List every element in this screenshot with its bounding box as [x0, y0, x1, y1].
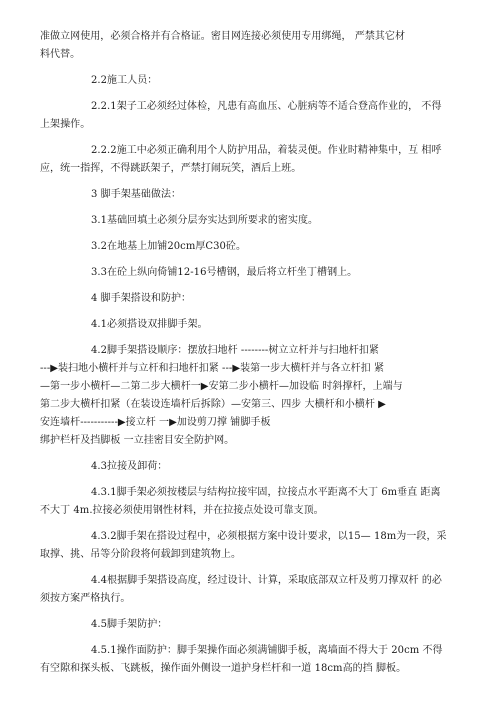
body-text-line: 2.2.2施工中必须正确利用个人防护用品，着装灵便。作业时精神集中，互 相呼: [91, 145, 442, 156]
body-text-line: 4.3.1脚手架必须按楼层与结构拉接牢固，拉接点水平距离不大丁 6m垂直 距离: [91, 487, 441, 498]
body-text-line: 有空隙和探头板、飞跳板，操作面外侧设一道护身栏杆和一道 18cm高的挡 脚板。: [40, 663, 407, 674]
section-heading: 4.3拉接及卸荷：: [91, 461, 168, 472]
body-text-line: 4.4根据脚手架搭设高度，经过设计、计算，采取底部双立杆及剪刀撑双杆 的必: [91, 575, 442, 586]
body-text-line: 4.1必须搭设双排脚手架。: [91, 319, 208, 330]
section-heading: 3 脚手架基础做法：: [91, 189, 182, 200]
body-text-line: 3.2在地基上加铺20cm厚C30砼。: [91, 241, 247, 252]
body-text-line: 4.3.2脚手架在搭设过程中，必须根据方案中设计要求，以15— 18m为一段，采: [91, 531, 447, 542]
body-text-line: 须按方案严格执行。: [40, 593, 131, 604]
body-text-line: 3.3在砼上纵向倚铺12-16号槽钢，最后将立杆坐丁槽钢上。: [91, 267, 358, 278]
body-text-line: 4.2脚手架搭设顺序：摆放扫地杆 --------树立立杆并与扫地杆扣紧: [91, 345, 379, 356]
body-text-line: 4.5.1操作面防护：脚手架操作面必须满铺脚手板，离墙面不得大于 20cm 不得: [91, 645, 443, 656]
body-text-line: 绑护栏杆及挡脚板 一立挂密目安全防护网。: [40, 435, 235, 446]
body-text-line: 安连墙杆-----------▶接立杆 一▶加设剪刀撑 铺脚手板: [40, 417, 271, 428]
body-text-line: 取撑、挑、吊等分阶段将何载卸到建筑物上。: [40, 549, 241, 560]
body-text-line: 3.1基础回填土必须分层夯实达到所要求的密实度。: [91, 215, 319, 226]
body-text-line: 准做立网使用，必须合格并有合格证。密目网连接必须使用专用绑绳， 严禁其它材: [40, 31, 406, 42]
body-text-line: —第一步小横杆—二第二步大横杆一▶安第二步小横杆—加设临 时斜撑杆，上端与: [40, 381, 403, 392]
body-text-line: ---▶装扫地小横杆并与立杆和扫地杆扣紧 ---▶装第一步大横杆并与各立杆扣 紧: [40, 363, 385, 374]
body-text-line: 不大丁 4m.拉接必须使用钢性材料，并在拉接点处设可靠支顶。: [40, 505, 324, 516]
body-text-line: 应，统一指挥，不得跳跃架子，严禁打闹玩笑，酒后上班。: [40, 163, 302, 174]
section-heading: 4.5脚手架防护：: [91, 619, 168, 630]
body-text-line: 2.2.1架子工必须经过体检，凡患有高血压、心脏病等不适合登高作业的， 不得: [91, 101, 442, 112]
body-text-line: 料代替。: [40, 49, 81, 60]
body-text-line: 第二步大横杆扣紧（在装设连墙杆后拆除）—安第三、四步 大横杆和小横杆 ▶: [40, 399, 386, 410]
section-heading: 2.2施工人员：: [91, 75, 158, 86]
section-heading: 4 脚手架搭设和防护：: [91, 293, 192, 304]
body-text-line: 上架操作。: [40, 119, 91, 130]
